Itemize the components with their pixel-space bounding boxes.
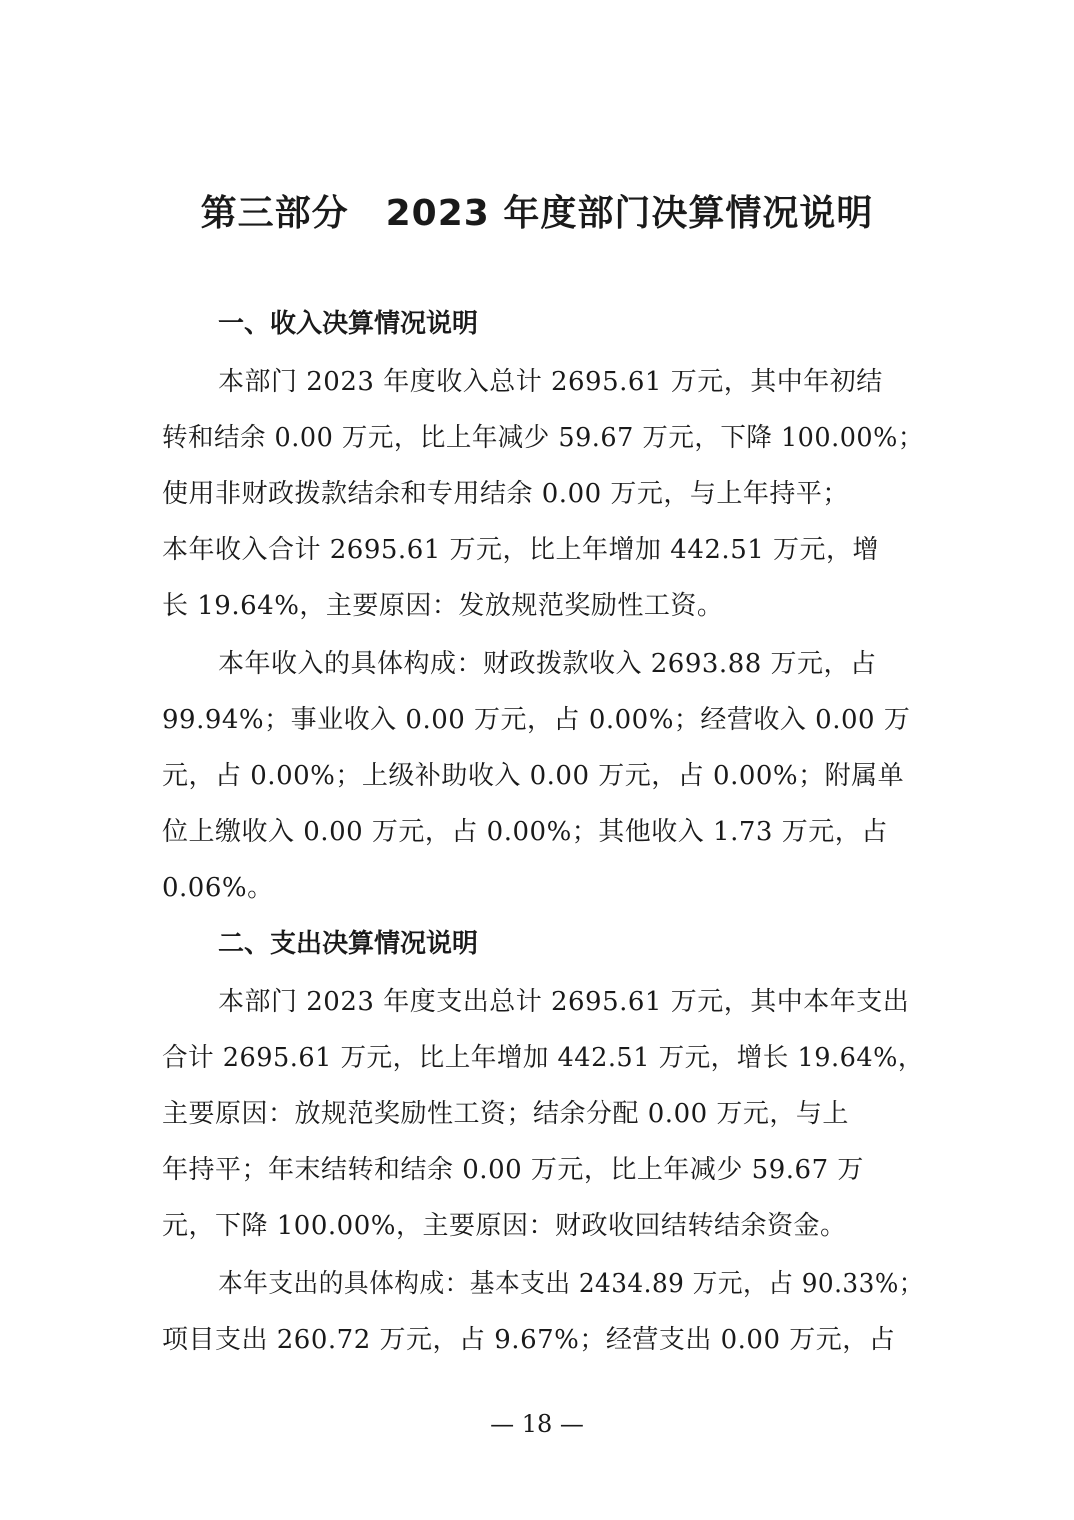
paragraph-line: 本年收入合计 2695.61 万元，比上年增加 442.51 万元，增 <box>162 535 880 565</box>
paragraph-line: 长 19.64%，主要原因：发放规范奖励性工资。 <box>162 591 724 621</box>
paragraph-line: 元，下降 100.00%，主要原因：财政收回结转结余资金。 <box>162 1211 847 1241</box>
paragraph-line: 主要原因：放规范奖励性工资；结余分配 0.00 万元，与上 <box>162 1099 849 1129</box>
section-heading-expenditure: 二、支出决算情况说明 <box>218 929 479 959</box>
page-title: 第三部分 2023 年度部门决算情况说明 <box>200 193 874 234</box>
paragraph-line: 本部门 2023 年度支出总计 2695.61 万元，其中本年支出 <box>218 987 910 1017</box>
paragraph-line: 转和结余 0.00 万元，比上年减少 59.67 万元，下降 100.00%； <box>162 423 924 453</box>
paragraph-line: 0.06%。 <box>162 873 274 903</box>
paragraph-line: 本年收入的具体构成：财政拨款收入 2693.88 万元，占 <box>218 649 877 679</box>
paragraph-line: 使用非财政拨款结余和专用结余 0.00 万元，与上年持平； <box>162 479 849 509</box>
page-number: — 18 — <box>490 1410 584 1438</box>
paragraph-line: 年持平；年末结转和结余 0.00 万元，比上年减少 59.67 万 <box>162 1155 864 1185</box>
paragraph-line: 本年支出的具体构成：基本支出 2434.89 万元，占 90.33%； <box>218 1269 924 1299</box>
paragraph-line: 本部门 2023 年度收入总计 2695.61 万元，其中年初结 <box>218 367 883 397</box>
paragraph-line: 位上缴收入 0.00 万元，占 0.00%；其他收入 1.73 万元，占 <box>162 817 888 847</box>
paragraph-line: 合计 2695.61 万元，比上年增加 442.51 万元，增长 19.64%， <box>162 1043 924 1073</box>
paragraph-line: 项目支出 260.72 万元，占 9.67%；经营支出 0.00 万元，占 <box>162 1325 896 1355</box>
paragraph-line: 99.94%；事业收入 0.00 万元，占 0.00%；经营收入 0.00 万 <box>162 705 911 735</box>
paragraph-line: 元，占 0.00%；上级补助收入 0.00 万元，占 0.00%；附属单 <box>162 761 905 791</box>
section-heading-income: 一、收入决算情况说明 <box>218 309 479 339</box>
